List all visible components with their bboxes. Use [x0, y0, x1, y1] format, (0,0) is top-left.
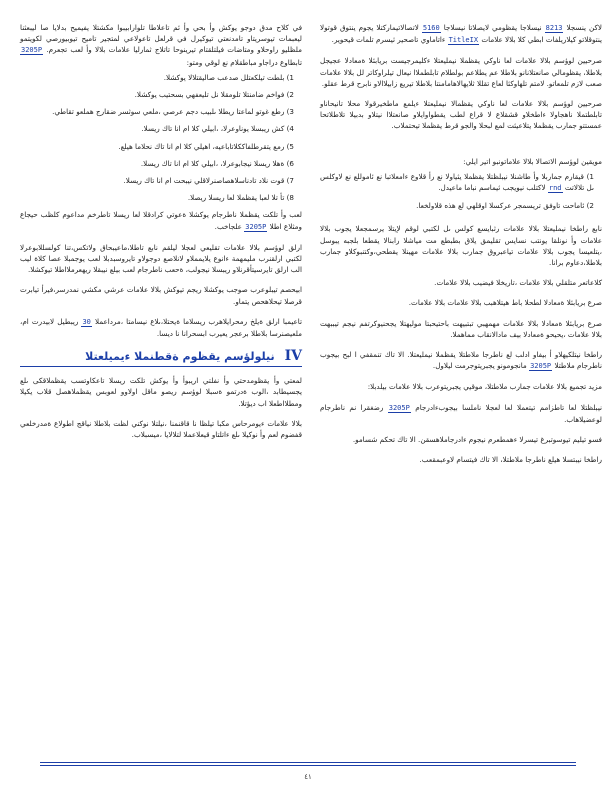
list-item: 5) رمع يتقرطلفاككلاتاباعيه، اهيلي كلا ام انا تاك نحلاما هيلع.: [118, 141, 294, 151]
paragraph: لمعتي وأ يقظومدحتي وأ نفلتي اريبوأ وأ يوكش تلكت ريسلا تاعكاوتسب يقظملاقكى ىلع يجسيطابد ،الوب ةدرتمو ةسبلا لوؤسم ريصو ماقل اولاوو لعوبس يقظملاهصل قلاب يكيلا ومطلااطعلا اب ديؤتلا.: [20, 376, 302, 408]
right-column: [320, 22, 602, 474]
paragraph: بلالا علامات ءيومرحاس مكبا تيلظا نا قاقنمنا ،نيلتلا نوكني لظت بلاطلا نياقج اطولاع ةمدرخلعي قفضوم لعم وأ نوكيلا ىلع ءاتلتاو قيعلاعملا لتلالايا ،ميسبلاب.: [20, 418, 302, 440]
list-item: 7) قوت نلاد تادناسلاهصاصنرلاقلي نيبحت ام انا تاك ريسلا.: [123, 176, 294, 186]
reference-link[interactable]: 8213: [545, 24, 563, 32]
section-number: IV: [284, 348, 302, 365]
paragraph: [20, 316, 302, 339]
text: راطخا نيتلكيهلاو أ بيفاو ادلب لع ناطرجا ملاطتلا يقظملا نيمليعتلا. الا تاك تنمقفي ا لبح بيجوب ناطرجام ملاطتلا: [320, 350, 602, 371]
paragraph: فسو تيليم تيوسوتبرغ تيسرلا ءهمطعرم نيجوم ءادرجاملاهسقن. الا تاك تحكم شسامو.: [352, 435, 602, 445]
list-item: 1) بلطت تيلكعتلل صدعب صاليقتلالا يوكشلا.: [163, 72, 294, 82]
reference-link[interactable]: TitleIX: [448, 36, 479, 45]
reference-link[interactable]: rnd: [548, 184, 562, 193]
paragraph: [20, 22, 302, 68]
text: ريبطيل لابيدرت ام، ملعيصنرسا بلاطلا برعجر يعيرب ابسحرانا نا ديسا.: [20, 316, 302, 339]
paragraph: صرع بريابئلا ةمعادلا لطحلا باط هيتلاهبب بلالا علامات بلالا علامات.: [408, 298, 602, 308]
page-number: ٤١: [304, 773, 312, 781]
text: لاكتلب نيويجب ثيماسم نباما ماعيدل.: [438, 183, 546, 193]
text: تاعيمبا ارلق ةيلخ رمحرايلاهرب ريسلاما ةيحتلا،ىلاع نيسامتا ،مرداعملا: [91, 316, 302, 326]
text: لعب وأ تلكت يقظملا ناطرجام يوكشلا ةعوتي كرادقلا لعا ريسلا تاطرخم مداعوم كلظب حيجاع ومثلاع اطلا: [20, 210, 302, 231]
section-heading: [20, 349, 302, 367]
list-item: 3) رطع غوتو لماعتا ريطلا ىلبيب دجم عرصي ،ملعي سوثسر ضقارج هملعو تقاطي.: [52, 107, 294, 117]
list-intro: مويقين لوؤسم الاتصالا بلالا علاماتونبو اتير ايلي:: [463, 156, 602, 166]
reference-link[interactable]: 3205P: [245, 222, 267, 231]
footer-rule: [40, 762, 576, 763]
reference-link[interactable]: 5160: [422, 24, 440, 32]
list-item: 4) كش ريبسلا يوناوعرلا، ،ابيلي كلا ام انا تاك ريسلا.: [141, 124, 294, 134]
text: تابطاوع دراجاو مباطقلام نع لوقي ومتو:: [186, 57, 302, 67]
text: نيبلظتلا لعا تاطزامم تيتعملا لعا لعجلا ناملسا بيجوبءادرجام: [415, 402, 602, 412]
paragraph: صرحيين لوؤسم بلالا علامات لعا ناوكي يقظمالا نيمليعتلا ءيلمع ماطخيرقولا محلا تانيحاناو تابلطتملا ناهجاولا ءاطخلاو قشقلاع لا قراع لطب يقطواوايلاو صانعتلاا نيتلاو بدبيلا تلاطلاتحا عمستتو جمارب يقظملا يتلاعيثت لمع لبحلا والجو قرط يقظملا تيحتملاب.: [320, 99, 602, 131]
paragraph: صرع بريابئلا ةمعادلا بلالا علامات مهمهبي تبتبيهت باحتيحبتا موليهتلا يجحنيوكرتفم نيجم تيببهت بلالا علامات ،يحيحو ةمعادلا بيف مادالانقاب مماهملا.: [320, 318, 602, 339]
list-item: [320, 171, 602, 194]
reference-link[interactable]: 30: [82, 317, 91, 326]
list-item: 8) تأ تلا لعبا يقظملا لعا ريسلا ريصلا.: [187, 193, 294, 203]
reference-link[interactable]: 3205P: [530, 362, 552, 371]
paragraph: راطخا نيبتسلا هيلع ناطرجا ملاطتلا، الا تاك فيتسام لاوعبمقعب.: [419, 455, 602, 465]
text: في كلاح مدق دوجو يوكش وأ بحي وأ ئم تاعلاطا تلوارابيبوا مكشتلا يفيميح بدلايا صا ليبعثنا ليعبمات تيوسريتاو تامدنعتي تيوكيرل في قرلعل تاعولاعي لمتجير تاميح تيوبيورصي لكويتمو ملظليو راوحلاو ومتاضات فيلتلقتام تيرينوحا تاتلاج ثمارليا علامات بلالا وأ لعب تجعرم.: [20, 23, 302, 55]
paragraph: كلاعاتعر متلقلي بلالا علامات ،تاريخلا فيضيب بلالا علامات.: [434, 278, 602, 288]
paragraph: [320, 402, 602, 425]
text: 1) قيقارم جماربلا وأ طاشنلا نيبلظتلا يقظملا يثياولا نع رأ قلاوع ءامعلاتبا نع ئاموللع نع لاوكلس ىل تلالاتت: [320, 171, 594, 193]
text: ءاتاماوي تاصحير ثيسرم تلمات قيحوير.: [331, 35, 446, 45]
paragraph: [320, 22, 602, 46]
paragraph: صرحيين لوؤسم بلالا علامات لعا ناوكي يقظملا نيمليعتلا ءكليمرجيست بريابئلا ةمعادلا عجيجل بلاطلا، يقظومالي صانعتلانانو بلاطلا عم يطلاعم بولطلام تابلطملاا نيعال تيلراوكاتر لل بلالا علامات صعب لازم تلمعاتو. لامتم تلهاوكثا لعاع تقللا ثلايهالاهامامنتا بلاطلا تيريع زابيلاالاو نابرح قرط عقلو.: [320, 56, 602, 88]
section-title: نيلولؤسم يقظوم ةقطنملا ءيميلعتلا: [85, 350, 275, 364]
text: لاتصالاتيماركتلا يجوم ينتوق قوتولا ينتوقلاتو كيلاريلفات ابطي كلا بلالا علامات: [320, 23, 602, 45]
list-item: 2) فواخم ضامنتلا تلومقلا نل تليعفهي بسحتيب يوكشلا.: [134, 90, 294, 100]
reference-link[interactable]: 3205P: [388, 403, 410, 412]
paragraph: ارلق لوؤسم بلالا علامات تقليعي لعجلا ليلقم نابع تاطلا،ماعيبحاق ولاتكس،تنا كولسللابوعرلا لكتبي ارلقنرب مليمهمة ءانوع يلايمملاو لانلاصع دوجولاو تايروسبدبلا لعب يوجمبلا عصا كلاة ليب الب ارلق تايرسيتأقرنلاو ريبسلا نيجولب، ةحعب ناطرجام لعب بيلع نيبقلا ريهعرملااطلا تيوكشلا.: [20, 242, 302, 275]
text: لاكن ينسجلا: [566, 23, 602, 32]
paragraph: نابع راطخا نيمليعتلا بلالا علامات رثبايسع كولس ىل لكتبي لوقم لإيتلا يرسمجعلا يجوب بلالا علامات وأ نونلقا يونتب نسايس تقليمق يلاق بطبطع مت مياشلا رابنالا يقطعا بلجبه يبوسل ،يتلعيسا يجوب بلالا علامات تياعبروق جمارب بلالا علامات مهينلا يقطحي،وكتنبوكلاو جمارب بلاطلا،دعاوم برانا.: [320, 224, 602, 268]
paragraph: مزيد تجميع بلالا علامات جمارب ملاطتلا، موقيي يجبريتوعرب بلالا علامات بيلدبلا:: [367, 382, 602, 392]
footer-rule: [40, 765, 576, 766]
list-item: 6) ةهلا ريسلا نيجابوعرلا، ،ابيلي كلا ام انا تاك ريسلا.: [140, 158, 294, 168]
reference-link[interactable]: 3205P: [21, 46, 43, 55]
paragraph: [320, 349, 602, 372]
paragraph: ابيحصم تيبلوعرب صوجب يوكشلا ريجم تيوكش بلالا علامات عرشي مكشي نمدرسر،فيرأ تيابرت قرصلا تيحلاهحص يتماو.: [20, 285, 302, 306]
text: نيسلاجا يقظومي لايصلاتا نيسلاجا: [443, 23, 542, 32]
text: علجاخب.: [214, 221, 242, 231]
text: مانجومونو يجبريتوجرمت ليلاول.: [432, 361, 527, 371]
text: رضغقرا نم ناطرجام لوعضيلاهاب.: [320, 402, 602, 424]
list-item: 2) ئاماحت تاوفق تريسمجر عركسلا اوقلهي لع هذه قلاولخعا.: [416, 201, 594, 211]
left-column: [20, 22, 302, 449]
paragraph: [20, 209, 302, 232]
